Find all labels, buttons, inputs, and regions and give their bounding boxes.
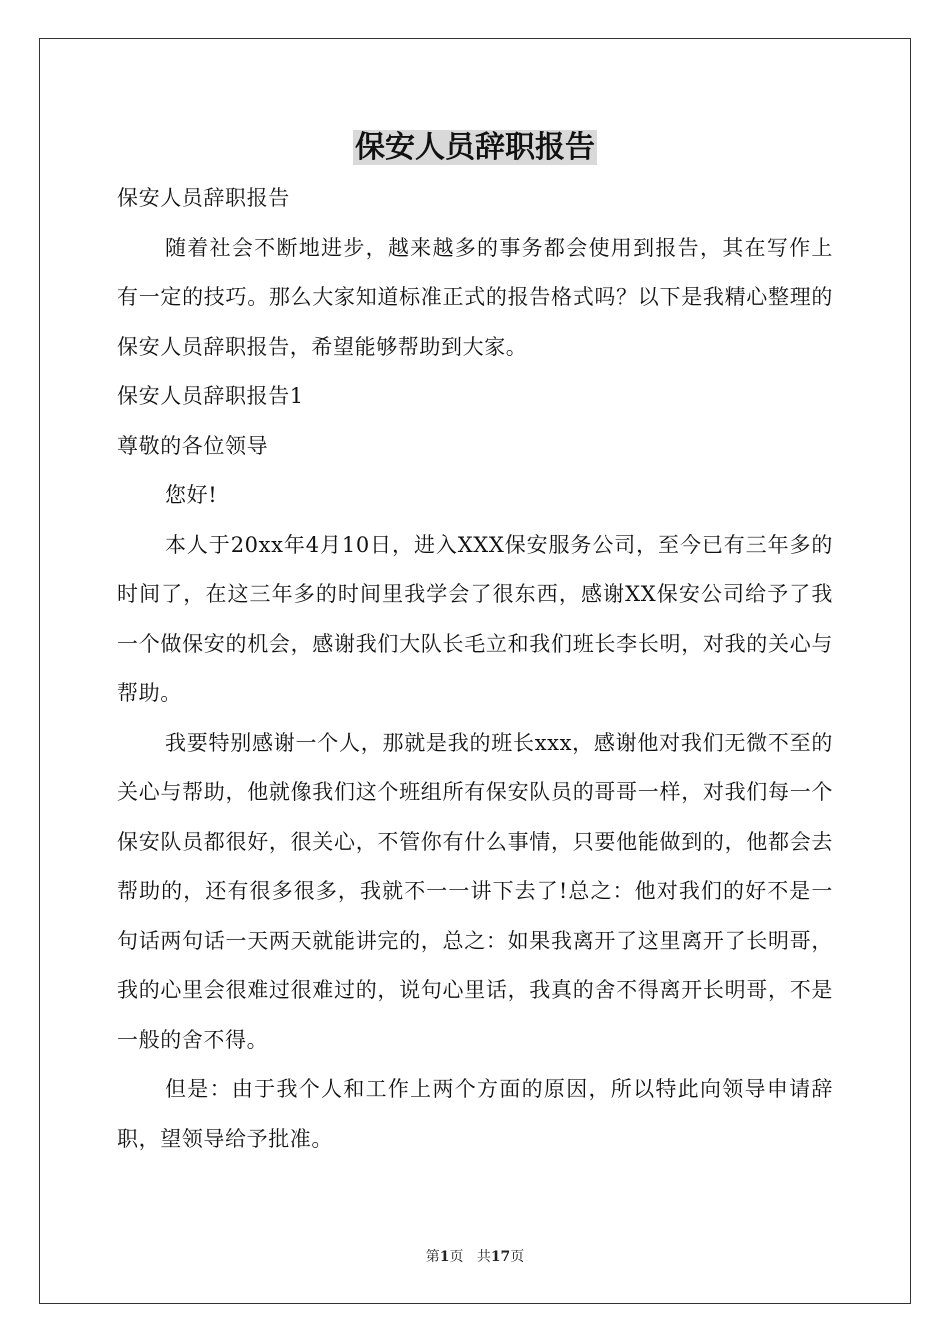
page-total: 17 [490, 1249, 511, 1265]
paragraph-greeting: 您好! [165, 483, 218, 507]
document-title-text: 保安人员辞职报告 [355, 130, 595, 165]
page-footer [0, 1247, 950, 1267]
paragraph-intro: 随着社会不断地进步，越来越多的事务都会使用到报告，其在写作上有一定的技巧。那么大家知道标准正式的报告格式吗？以下是我精心整理的保安人员辞职报告，希望能够帮助到大家。 [117, 235, 833, 359]
paragraph-body-3: 但是：由于我个人和工作上两个方面的原因，所以特此向领导申请辞职，望领导给予批准。 [117, 1077, 833, 1151]
paragraph-body-2: 我要特别感谢一个人，那就是我的班长xxx，感谢他对我们无微不至的关心与帮助，他就像我们这个班组所有保安队员的哥哥一样，对我们每一个保安队员都很好，很关心，不管你有什么事情，只要他能做到的，他都会去帮助的，还有很多很多，我就不一一讲下去了!总之：他对我们的好不是一句话两句话一天两天就能讲完的，总之：如果我离开了这里离开了长明哥，我的心里会很难过很难过的，说句心里话，我真的舍不得离开长明哥，不是一般的舍不得。 [117, 730, 833, 1052]
page-current: 1 [439, 1249, 450, 1265]
page-prefix: 第 [425, 1249, 440, 1265]
page-suffix: 页 [449, 1249, 464, 1265]
paragraph-subtitle: 保安人员辞职报告 [117, 186, 290, 210]
total-prefix: 共 [476, 1249, 491, 1265]
document-body [117, 174, 833, 1164]
document-title [0, 126, 950, 170]
total-suffix: 页 [510, 1249, 525, 1265]
paragraph-salutation: 尊敬的各位领导 [117, 433, 269, 458]
paragraph-section-heading: 保安人员辞职报告1 [117, 384, 304, 408]
paragraph-body-1: 本人于20xx年4月10日，进入XXX保安服务公司，至今已有三年多的时间了，在这三年多的时间里我学会了很东西，感谢XX保安公司给予了我一个做保安的机会，感谢我们大队长毛立和我们班长李长明，对我的关心与帮助。 [117, 532, 833, 705]
